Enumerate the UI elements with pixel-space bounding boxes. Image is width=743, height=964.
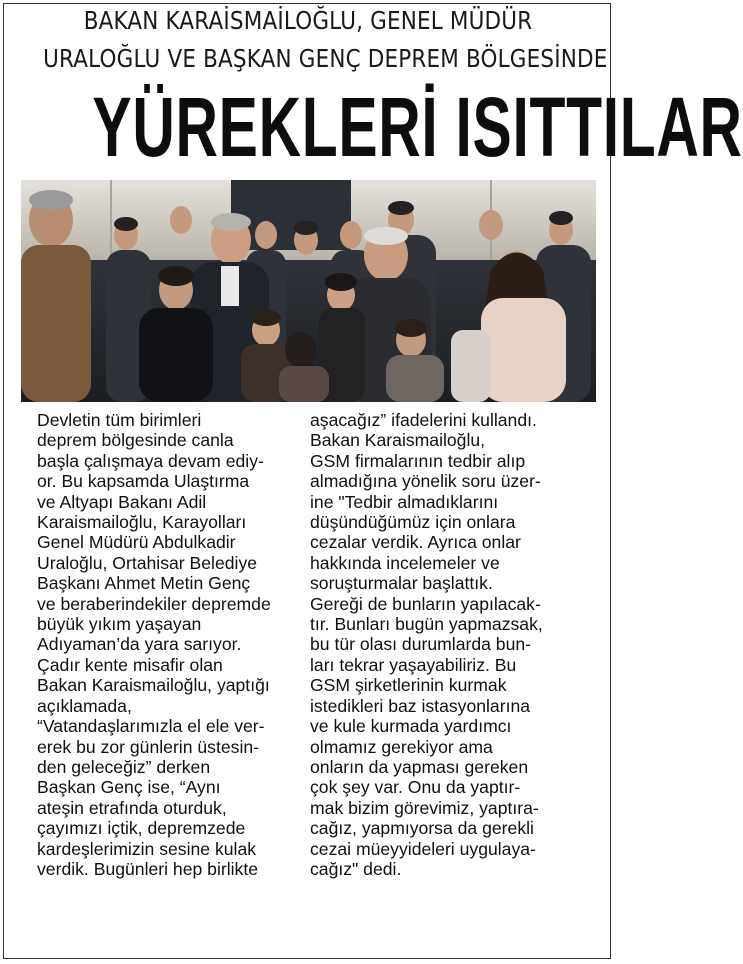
body-text-left: Devletin tüm birimleri deprem bölgesinde canla başla çalışmaya devam ediy- or. Bu kapsamda Ulaştırma ve Altyapı Bakanı Adil Karaismailoğlu, Karayolları Genel Müdürü Abdulkadir Uraloğlu, Ortahisar Belediye Başkanı Ahmet Metin Genç ve beraberindekiler depremde büyük yıkım yaşayan Adıyaman’da yara sarıyor. Çadır kente misafir olan Bakan Karaismailoğlu, yaptığı açıklamada, “Vatandaşlarımızla el ele ver- erek bu zor günlerin üstesin- den geleceğiz” derken Başkan Genç ise, “Aynı ateşin etrafında oturduk, çayımızı içtik, depremzede kardeşlerimizin sesine kulak verdik. Bugünleri hep birlikte [37,410,271,879]
kicker-line-2: URALOĞLU VE BAŞKAN GENÇ DEPREM BÖLGESİNDE [43,44,608,73]
headline: YÜREKLERİ ISITTILAR [92,80,743,174]
body-column-right [310,410,596,879]
body-column-left [37,410,299,879]
kicker-line-1: BAKAN KARAİSMAİLOĞLU, GENEL MÜDÜR [83,6,533,35]
crowd-photo [21,180,596,402]
body-text-right: aşacağız” ifadelerini kullandı. Bakan Karaismailoğlu, GSM firmalarının tedbir alıp almadığına yönelik soru üzer- ine "Tedbir almadıklarını düşündüğümüz için onlara cezalar verdik. Ayrıca onlar hakkında incelemeler ve soruşturmalar başlattık. Gereği de bunların yapılacak- tır. Bunları bugün yapmazsak, bu tür olası durumlarda bun- ları tekrar yaşayabiliriz. Bu GSM şirketlerinin kurmak istedikleri baz istasyonlarına ve kule kurmada yardımcı olmamız gerekiyor ama onların da yapması gereken çok şey var. Onu da yaptır- mak bizim görevimiz, yaptıra- cağız, yapmıyorsa da gerekli cezai müeyyideleri uygulaya- cağız" dedi. [310,410,543,879]
